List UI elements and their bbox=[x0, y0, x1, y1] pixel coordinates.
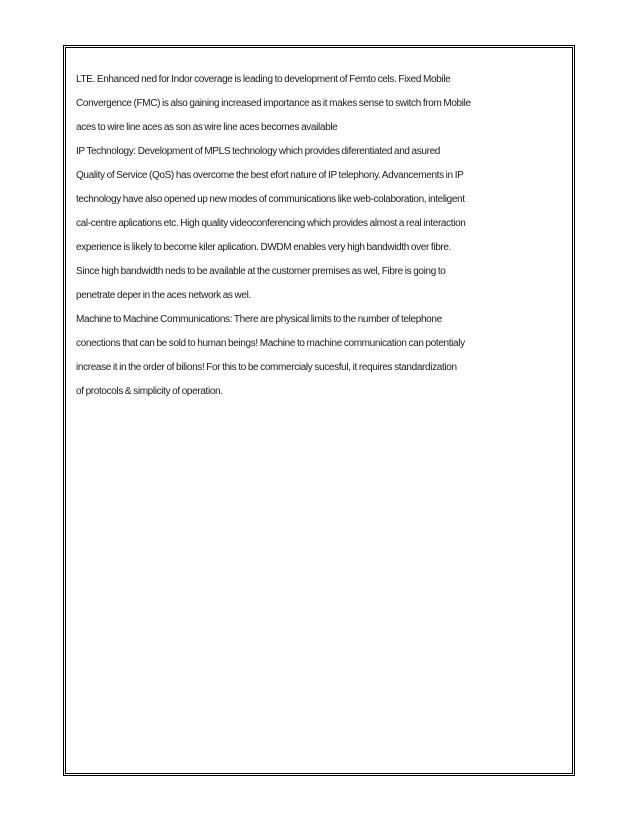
document-body bbox=[76, 68, 556, 404]
text-line: IP Technology: Development of MPLS technology which provides diferentiated and asured bbox=[76, 146, 441, 157]
text-line: of protocols & simplicity of operation. bbox=[76, 386, 223, 397]
text-line: technology have also opened up new modes of communications like web-colaboration, inteligent bbox=[76, 194, 465, 205]
text-line: Quality of Service (QoS) has overcome the best efort nature of IP telephony. Advancements in IP bbox=[76, 170, 464, 181]
text-line: Machine to Machine Communications: There are physical limits to the number of telephone bbox=[76, 314, 442, 325]
text-line: increase it in the order of bilions! For this to be commercialy sucesful, it requires standardization bbox=[76, 362, 457, 373]
text-line: cal-centre aplications etc. High quality videoconferencing which provides almost a real interaction bbox=[76, 218, 466, 229]
text-line: Convergence (FMC) is also gaining increased importance as it makes sense to switch from Mobile bbox=[76, 98, 471, 109]
text-line: penetrate deper in the aces network as wel. bbox=[76, 290, 251, 301]
text-line: LTE. Enhanced ned for Indor coverage is leading to development of Femto cels. Fixed Mobile bbox=[76, 74, 451, 85]
text-line: Since high bandwidth neds to be available at the customer premises as wel, Fibre is going to bbox=[76, 266, 446, 277]
text-line: aces to wire line aces as son as wire line aces becomes available bbox=[76, 122, 338, 133]
text-line: conections that can be sold to human beings! Machine to machine communication can potentialy bbox=[76, 338, 465, 349]
text-line: experience is likely to become kiler aplication. DWDM enables very high bandwidth over fibre. bbox=[76, 242, 452, 253]
